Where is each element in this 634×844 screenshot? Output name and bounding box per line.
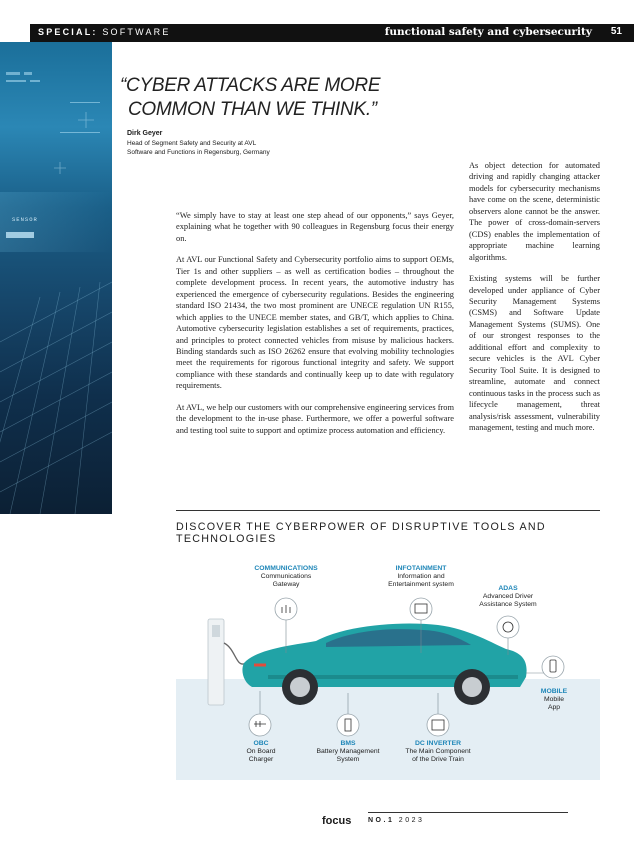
page-header-bar <box>30 24 634 42</box>
issue-label: NO.1 2023 <box>368 817 425 824</box>
adas-steering-icon <box>497 616 519 638</box>
label-communications: COMMUNICATIONS Communications Gateway <box>254 565 318 588</box>
vehicle-components-diagram <box>176 553 600 780</box>
label-bms: BMS Battery Management System <box>316 740 380 763</box>
author-name: Dirk Geyer <box>127 130 163 137</box>
battery-management-icon <box>337 714 359 736</box>
mobile-app-icon <box>542 656 564 678</box>
footer-rule <box>368 812 568 813</box>
paragraph: At AVL, we help our customers with our comprehensive engineering services from the development to the in-use phase. Furthermore, we offer a powerful software and testing tool suite to support and optimize process automation and efficiency. <box>176 402 455 435</box>
section-label: SPECIAL: SOFTWARE <box>38 27 171 37</box>
section-heading: DISCOVER THE CYBERPOWER OF DISRUPTIVE TOOLS AND TECHNOLOGIES <box>176 521 546 545</box>
quote-attribution <box>127 130 270 157</box>
side-photo <box>0 42 112 514</box>
side-photo-label: SENSOR <box>12 216 38 223</box>
pull-quote <box>120 74 380 122</box>
author-role: Head of Segment Safety and Security at AVL Software and Functions in Regensburg, Germany <box>127 140 270 156</box>
label-adas: ADAS Advanced Driver Assistance System <box>479 585 537 608</box>
label-obc: OBC On Board Charger <box>246 740 276 763</box>
paragraph: As object detection for automated driving and rapidly changing attacker models for cybersecurity mechanisms have come on the scene, deterministic observers alone cannot be the answer. The power of cross-domain-servers (CDS) enables the implementation of appropriate machine learning algorithms. <box>469 161 600 262</box>
label-infotainment: INFOTAINMENT Information and Entertainment system <box>388 565 454 588</box>
article-column-1 <box>176 210 454 446</box>
paragraph: At AVL our Functional Safety and Cybersecurity portfolio aims to support OEMs, Tier 1s and other suppliers – as well as certification bodies – throughout the complete development process. In recent years, the automotive industry has experienced the emergence of cybersecurity regulations. Besides the engineering standard ISO 21434, the two most prominent are UNECE regulation UN R155, which applies to the UNECE member states, and GB/T, which applies to China. Automotive cybersecurity legislation establishes a set of requirements, practices, and principles to protect connected vehicles from misuse by malicious hackers. Binding standards such as ISO 26262 ensure that evolving mobility technologies meet the requirements for rigorous functional integrity and safety. We support compliance with these standards and continually keep up to date with regulatory requirements. <box>176 255 454 391</box>
magazine-brand: focus <box>322 815 352 827</box>
label-mobile: MOBILE Mobile App <box>540 688 568 711</box>
infotainment-icon <box>410 598 432 620</box>
section-divider <box>176 510 600 511</box>
pull-quote-line-2: COMMON THAN WE THINK.” <box>128 99 377 120</box>
dc-inverter-icon <box>427 714 449 736</box>
paragraph: Existing systems will be further developed under appliance of Cyber Security Management Systems (CSMS) and Software Update Management Systems (SUMS). One of our strongest responses to the additional effort and complexity to secure vehicles is the AVL Cyber Security Tool Suite. It is designed to streamline, automate and connect continuous tasks in the process such as lifecycle management, threat analysis/risk assessment, vulnerability management, testing and much more. <box>469 274 600 432</box>
paragraph: “We simply have to stay at least one step ahead of our opponents,” says Geyer, explaining what he together with 90 colleagues in Regensburg focus their energy on. <box>176 211 454 243</box>
article-column-2 <box>469 160 600 443</box>
page-number: 51 <box>610 26 622 37</box>
page-topic: functional safety and cybersecurity <box>384 26 592 38</box>
label-dc-inverter: DC INVERTER The Main Component of the Drive Train <box>405 740 471 763</box>
pull-quote-line-1: “CYBER ATTACKS ARE MORE <box>120 75 381 96</box>
